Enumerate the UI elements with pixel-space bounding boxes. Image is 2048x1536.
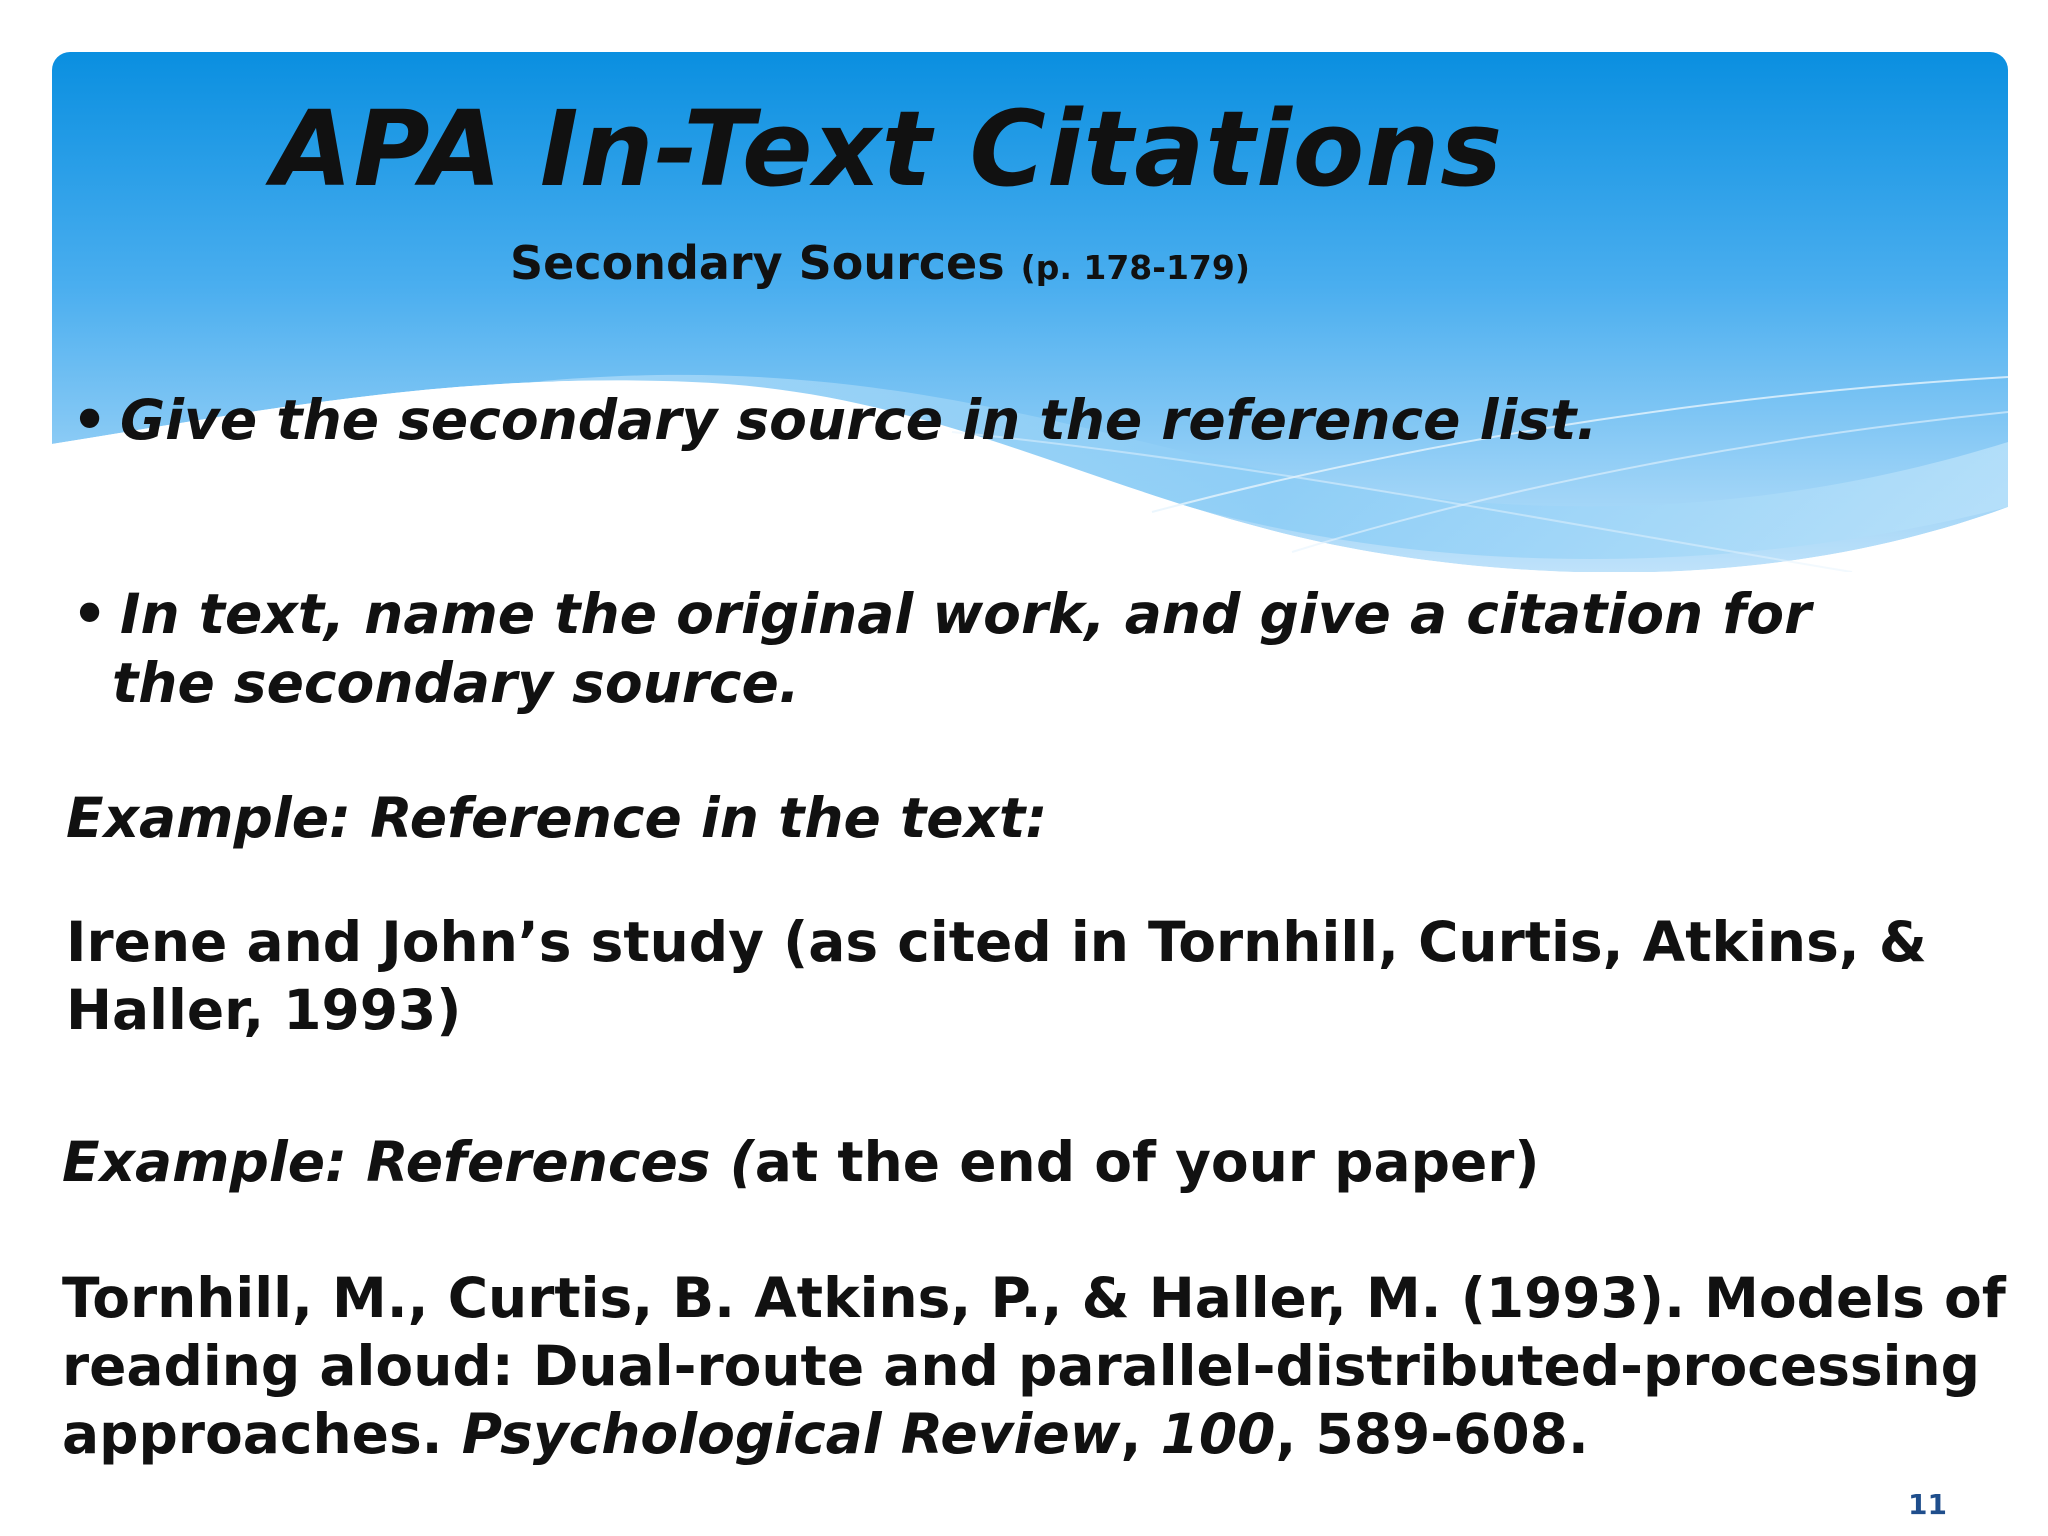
reference-volume: 100 bbox=[1160, 1402, 1276, 1466]
page-number: 11 bbox=[1908, 1488, 1947, 1521]
subtitle-pages: (p. 178-179) bbox=[1020, 248, 1250, 287]
bullet-text-line2: the secondary source. bbox=[112, 651, 800, 715]
example-references-label bbox=[62, 1128, 1540, 1196]
bullet-text-line1: In text, name the original work, and give a citation for bbox=[120, 582, 1812, 646]
bullet-icon: • bbox=[72, 582, 108, 646]
bullet-item bbox=[72, 580, 1952, 718]
example-references-label-italic: Example: References ( bbox=[62, 1130, 755, 1194]
bullet-icon: • bbox=[72, 388, 108, 452]
slide-title: APA In-Text Citations bbox=[272, 88, 1504, 210]
reference-pages: 589-608. bbox=[1315, 1402, 1589, 1466]
bullet-item bbox=[72, 386, 2002, 455]
example-references-label-rest: at the end of your paper) bbox=[754, 1130, 1540, 1194]
reference-comma: , bbox=[1275, 1402, 1316, 1466]
example-text-citation: Irene and John’s study (as cited in Tornhill, Curtis, Atkins, & Haller, 1993) bbox=[66, 910, 1927, 1042]
bullet-text: Give the secondary source in the reference list. bbox=[120, 388, 1598, 452]
reference-journal: Psychological Review bbox=[461, 1402, 1121, 1466]
reference-authors-title: Tornhill, M., Curtis, B. Atkins, P., & Haller, M. (1993). Models of reading aloud: Dual-route and parallel-distributed-processing approaches. bbox=[62, 1266, 2006, 1466]
subtitle-text: Secondary Sources bbox=[510, 236, 1005, 290]
example-text-label: Example: Reference in the text: bbox=[66, 786, 1048, 850]
reference-entry bbox=[62, 1264, 2032, 1468]
reference-comma: , bbox=[1120, 1402, 1161, 1466]
slide-subtitle bbox=[510, 236, 1250, 290]
